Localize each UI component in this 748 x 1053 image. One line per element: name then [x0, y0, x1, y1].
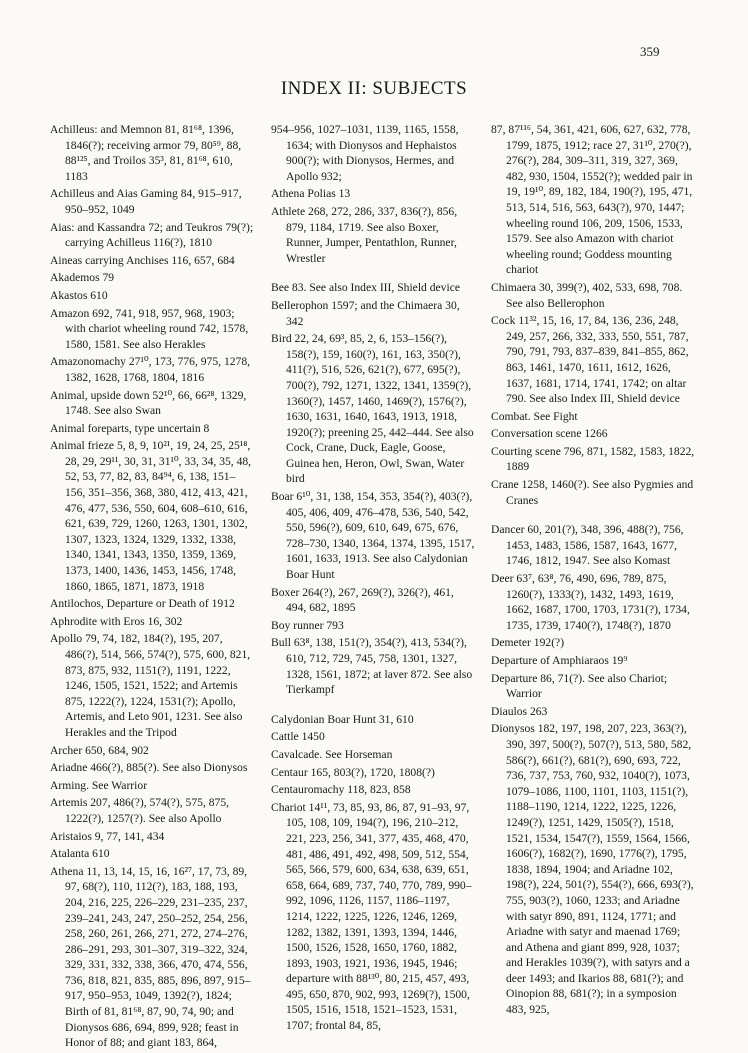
index-entry: Athlete 268, 272, 286, 337, 836(?), 856, 879, 1184, 1719. See also Boxer, Runner, Jumper, Pentathlon, Runner, Wrestler: [271, 204, 458, 265]
index-entry: Boar 6¹⁰, 31, 138, 154, 353, 354(?), 403(?), 405, 406, 409, 476–478, 536, 540, 542, 550, 596(?), 609, 610, 649, 675, 676, 728–730, 1340, 1364, 1374, 1395, 1517, 1601, 1633, 1913. See also Calydonian Boar Hunt: [271, 490, 475, 582]
index-entry: Aphrodite with Eros 16, 302: [50, 614, 183, 628]
index-entry: Bird 22, 24, 69³, 85, 2, 6, 153–156(?), 158(?), 159, 160(?), 161, 163, 350(?), 411(?), 516, 526, 621(?), 677, 695(?), 700(?), 792, 1271, 1322, 1341, 1359(?), 1360(?), 1457, 1460, 1469(?), 1576(?), 1630, 1631, 1640, 1643, 1913, 1918, 1920(?); preening 25, 442–444. See also Cock, Crane, Duck, Eagle, Goose, Guinea hen, Heron, Owl, Swan, Water bird: [271, 332, 474, 486]
index-entry: Akademos 79: [50, 271, 115, 285]
index-entry: Amazon 692, 741, 918, 957, 968, 1903; with chariot wheeling round 742, 1578, 1580, 1581. See also Herakles: [50, 306, 249, 351]
index-entry: Archer 650, 684, 902: [50, 743, 149, 757]
index-entry: Demeter 192(?): [491, 636, 565, 650]
index-entry: Bee 83. See also Index III, Shield device: [271, 281, 460, 295]
index-entry: Apollo 79, 74, 182, 184(?), 195, 207, 486(?), 514, 566, 574(?), 575, 600, 821, 873, 875, 932, 1151(?), 1191, 1222, 1246, 1505, 1521, 1522; and Artemis 875, 1222(?), 1224, 1531(?); Apollo, Artemis, and Leto 901, 1231. See also Herakles and the Tripod: [50, 632, 251, 739]
index-entry: Courting scene 796, 871, 1582, 1583, 1822, 1889: [491, 444, 695, 474]
section-gap: [271, 700, 476, 712]
index-entry: Cattle 1450: [271, 730, 325, 744]
index-entry: Combat. See Fight: [491, 409, 578, 423]
index-entry: Aristaios 9, 77, 141, 434: [50, 829, 165, 843]
index-column-3: [491, 122, 699, 1020]
index-entry: Achilleus and Aias Gaming 84, 915–917, 950–952, 1049: [50, 187, 242, 216]
index-entry: Centaur 165, 803(?), 1720, 1808(?): [271, 765, 435, 779]
index-entry: Cock 11³², 15, 16, 17, 84, 136, 236, 248, 249, 257, 266, 332, 333, 550, 551, 787, 790, 791, 793, 837–839, 841–855, 862, 863, 1461, 1470, 1611, 1612, 1626, 1637, 1681, 1714, 1741, 1742; on altar 790. See also Index III, Shield device: [491, 314, 689, 406]
index-entry: Atalanta 610: [50, 847, 110, 861]
index-entry: Bellerophon 1597; and the Chimaera 30, 342: [271, 298, 460, 328]
index-entry: Athena 11, 13, 14, 15, 16, 16²⁷, 17, 73, 89, 97, 68(?), 110, 112(?), 183, 188, 193, 204, 216, 225, 226–229, 231–235, 237, 239–241, 243, 247, 250–252, 254, 256, 258, 260, 261, 266, 271, 272, 274–276, 286–291, 293, 301–307, 319–322, 324, 329, 331, 332, 338, 366, 470, 474, 556, 736, 818, 821, 835, 885, 896, 897, 915–917, 950–953, 1049, 1392(?), 1824; Birth of 81, 81⁶⁸, 87, 90, 74, 90; and Dionysos 686, 694, 899, 928; feast in Honor of 88; and giant 183, 864,: [50, 864, 251, 1050]
index-entry: 87, 87¹¹⁶, 54, 361, 421, 606, 627, 632, 778, 1799, 1875, 1912; race 27, 31¹⁰, 270(?), 276(?), 284, 309–311, 319, 327, 369, 482, 930, 1504, 1552(?); wedded pair in 19, 19¹⁰, 89, 182, 184, 190(?), 195, 471, 513, 514, 516, 563, 643(?), 970, 1447; wheeling round 106, 209, 1506, 1533, 1579. See also Amazon with chariot wheeling round; Goddess mounting chariot: [491, 123, 693, 277]
index-entry: Athena Polias 13: [271, 187, 351, 201]
index-entry: Chariot 14¹¹, 73, 85, 93, 86, 87, 91–93, 97, 105, 108, 109, 194(?), 196, 210–212, 221, 223, 256, 341, 377, 435, 468, 470, 481, 486, 491, 492, 498, 509, 512, 554, 565, 566, 579, 600, 634, 638, 639, 651, 658, 664, 689, 737, 740, 770, 789, 990–992, 1096, 1126, 1157, 1186–1197, 1214, 1222, 1225, 1226, 1246, 1269, 1282, 1382, 1391, 1393, 1394, 1446, 1500, 1526, 1528, 1650, 1760, 1882, 1893, 1903, 1921, 1936, 1945, 1946; departure with 88¹³⁰, 80, 215, 457, 493, 495, 650, 870, 902, 993, 1269(?), 1500, 1505, 1516, 1518, 1521–1523, 1531, 1707; frontal 84, 85,: [271, 800, 472, 1033]
index-entry: Boxer 264(?), 267, 269(?), 326(?), 461, 494, 682, 1895: [271, 585, 454, 615]
index-entry: Boy runner 793: [271, 618, 344, 632]
index-entry: Centauromachy 118, 823, 858: [271, 783, 411, 797]
index-entry: Dionysos 182, 197, 198, 207, 223, 363(?), 390, 397, 500(?), 507(?), 513, 580, 582, 586(?), 661(?), 681(?), 690, 693, 722, 736, 737, 753, 760, 932, 1040(?), 1073, 1079–1086, 1100, 1101, 1103, 1151(?), 1188–1190, 1214, 1222, 1225, 1226, 1249(?), 1251, 1429, 1505(?), 1518, 1521, 1534, 1547(?), 1559, 1564, 1566, 1606(?), 1682(?), 1690, 1776(?), 1795, 1838, 1894, 1904; and Ariadne 102, 198(?), 224, 501(?), 554(?), 666, 693(?), 755, 903(?), 1060, 1233; and Ariadne with satyr 890, 891, 1124, 1771; and Ariadne with satyr and maenad 1769; and Athena and giant 899, 928, 1037; and Herakles 1039(?), with satyrs and a deer 1493; and Ikarios 88, 681(?); and Oinopion 88, 681(?); in a symposion 483, 925,: [491, 722, 694, 1017]
index-entry: Chimaera 30, 399(?), 402, 533, 698, 708. See also Bellerophon: [491, 280, 683, 310]
index-column-1: [50, 122, 255, 1053]
index-entry: Antilochos, Departure or Death of 1912: [50, 597, 235, 611]
index-column-2: [271, 122, 476, 1036]
section-gap: [491, 510, 699, 522]
index-entry: Crane 1258, 1460(?). See also Pygmies and Cranes: [491, 478, 694, 507]
index-entry: Aias: and Kassandra 72; and Teukros 79(?); carrying Achilleus 116(?), 1810: [50, 220, 254, 250]
index-entry: Diaulos 263: [491, 704, 548, 718]
index-entry: Dancer 60, 201(?), 348, 396, 488(?), 756, 1453, 1483, 1586, 1587, 1643, 1677, 1746, 1812, 1947. See also Komast: [491, 523, 684, 568]
index-entry: Departure 86, 71(?). See also Chariot; Warrior: [491, 671, 668, 701]
index-entry: Departure of Amphiaraos 19⁹: [491, 654, 628, 667]
index-heading: INDEX II: SUBJECTS: [280, 78, 468, 99]
index-entry: Achilleus: and Memnon 81, 81⁶⁸, 1396, 1846(?); receiving armor 79, 80⁵⁹, 88, 88¹²⁵, and Troilos 35³, 81, 81⁶⁸, 610, 1183: [50, 123, 242, 183]
index-entry: Cavalcade. See Horseman: [271, 747, 393, 761]
index-entry: Animal frieze 5, 8, 9, 10²¹, 19, 24, 25, 25¹⁸, 28, 29, 29¹¹, 30, 31, 31¹⁰, 33, 34, 35, 48, 52, 53, 77, 82, 83, 84⁹⁴, 6, 138, 151–156, 351–356, 368, 380, 412, 413, 421, 476, 477, 536, 550, 604, 608–610, 616, 621, 639, 729, 1260, 1263, 1301, 1302, 1307, 1323, 1324, 1329, 1332, 1338, 1340, 1341, 1343, 1350, 1359, 1369, 1373, 1400, 1436, 1453, 1456, 1748, 1860, 1865, 1871, 1873, 1918: [50, 439, 252, 593]
index-entry: Animal foreparts, type uncertain 8: [50, 421, 210, 435]
index-entry: Calydonian Boar Hunt 31, 610: [271, 712, 414, 726]
index-entry: Conversation scene 1266: [491, 427, 608, 441]
index-entry: Aineas carrying Anchises 116, 657, 684: [50, 253, 235, 267]
index-entry: Bull 63⁸, 138, 151(?), 354(?), 413, 534(?), 610, 712, 729, 745, 758, 1301, 1327, 1328, 1561, 1872; at laver 872. See also Tierkampf: [271, 636, 473, 697]
index-entry: Animal, upside down 52¹⁰, 66, 66²⁸, 1329, 1748. See also Swan: [50, 388, 247, 418]
page-number: 359: [640, 44, 660, 59]
index-entry: Amazonomachy 27¹⁰, 173, 776, 975, 1278, 1382, 1628, 1768, 1804, 1816: [50, 355, 251, 384]
index-entry: 954–956, 1027–1031, 1139, 1165, 1558, 1634; with Dionysos and Hephaistos 900(?); with Dionysos, Hermes, and Apollo 932;: [271, 123, 459, 183]
index-entry: Deer 63⁷, 63⁸, 76, 490, 696, 789, 875, 1260(?), 1333(?), 1432, 1493, 1619, 1662, 1687, 1700, 1703, 1731(?), 1734, 1735, 1739, 1740(?), 1748(?), 1870: [491, 572, 690, 632]
index-entry: Ariadne 466(?), 885(?). See also Dionysos: [50, 761, 248, 775]
index-entry: Akastos 610: [50, 288, 108, 302]
section-gap: [271, 268, 476, 280]
index-entry: Artemis 207, 486(?), 574(?), 575, 875, 1222(?), 1257(?). See also Apollo: [50, 796, 230, 825]
index-entry: Arming. See Warrior: [50, 778, 148, 792]
